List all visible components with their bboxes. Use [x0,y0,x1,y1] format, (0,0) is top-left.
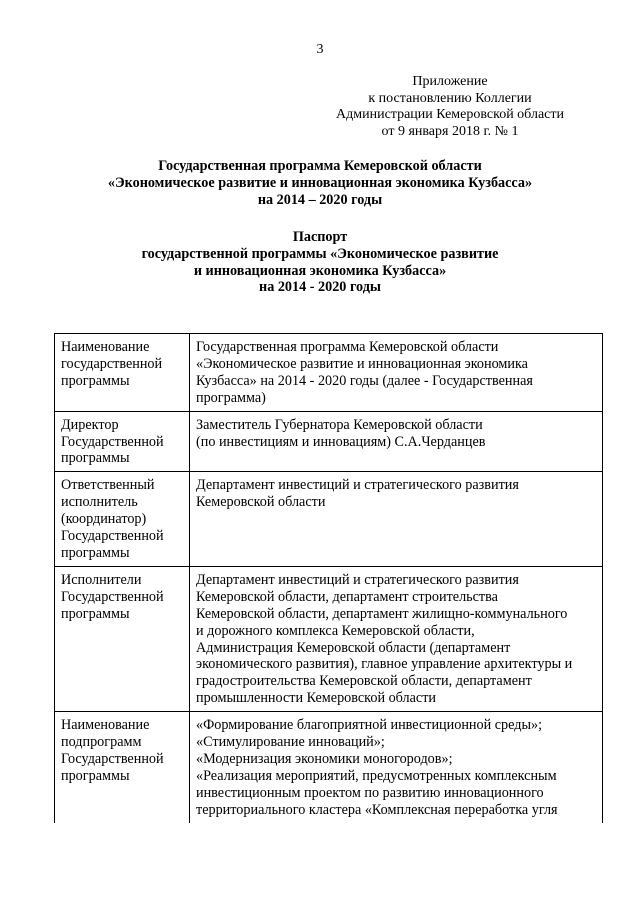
passport-table [54,333,603,823]
label-line: программы [61,767,130,784]
value-line: территориального кластера «Комплексная переработка угля [196,801,558,818]
label-line: Директор [61,416,119,433]
title-line: на 2014 – 2020 годы [257,191,383,208]
label-line: (координатор) [61,511,147,528]
row-label [55,472,190,567]
appendix-header [318,74,582,140]
value-line: Администрация Кемеровской области (департамент [196,639,511,656]
value-line: программа) [196,389,266,406]
value-line: Департамент инвестиций и стратегического развития [196,571,519,588]
label-line: Государственной [61,750,164,767]
value-line: Кузбасса» на 2014 - 2020 годы (далее - Государственная [196,372,533,389]
label-line: программы [61,450,130,467]
appendix-line: к постановлению Коллегии [368,90,532,106]
row-value [190,566,603,711]
passport-line: государственной программы «Экономическое развитие [141,245,499,262]
row-label [55,411,190,472]
value-line: градостроительства Кемеровской области, департамент [196,673,532,690]
value-line: «Формирование благоприятной инвестиционной среды»; [196,717,543,734]
label-line: программы [61,544,130,561]
value-line: Кемеровской области, департамент строительства [196,588,498,605]
value-line: Заместитель Губернатора Кемеровской области [196,416,483,433]
title-line: «Экономическое развитие и инновационная экономика Кузбасса» [107,174,533,191]
value-line: «Экономическое развитие и инновационная экономика [196,355,528,372]
appendix-line: от 9 января 2018 г. № 1 [381,123,519,139]
table-row [55,411,603,472]
row-value [190,712,603,823]
value-line: «Реализация мероприятий, предусмотренных комплексным [196,767,557,784]
passport-heading [60,229,580,296]
row-value [190,472,603,567]
label-line: подпрограмм [61,734,142,751]
value-line: Государственная программа Кемеровской области [196,339,499,355]
page-number: 3 [316,42,324,57]
row-label [55,334,190,412]
label-line: Наименование [61,717,150,734]
label-line: Наименование [61,339,150,355]
table-row [55,334,603,412]
row-label [55,712,190,823]
label-line: исполнитель [61,494,138,511]
appendix-line: Администрации Кемеровской области [336,107,564,122]
label-line: Ответственный [61,477,155,494]
row-value [190,334,603,412]
row-label [55,566,190,711]
value-line: Кемеровской области, департамент жилищно-коммунального [196,605,568,622]
program-title [60,158,580,208]
value-line: инвестиционным проектом по развитию инновационного [196,784,544,801]
passport-line: и инновационная экономика Кузбасса» [193,262,447,279]
label-line: программы [61,605,130,622]
label-line: Государственной [61,433,164,450]
table-row [55,712,603,823]
value-line: промышленности Кемеровской области [196,690,437,707]
label-line: Исполнители [61,571,142,588]
value-line: Департамент инвестиций и стратегического развития [196,477,519,494]
passport-line: на 2014 - 2020 годы [259,279,381,296]
table-row [55,472,603,567]
value-line: «Модернизация экономики моногородов»; [196,750,453,767]
value-line: «Стимулирование инноваций»; [196,734,385,751]
passport-line: Паспорт [292,229,348,245]
row-value [190,411,603,472]
label-line: Государственной [61,528,164,545]
label-line: государственной [61,355,163,372]
value-line: и дорожного комплекса Кемеровской области, [196,622,475,639]
label-line: Государственной [61,588,164,605]
value-line: Кемеровской области [196,494,326,511]
appendix-line: Приложение [412,74,488,89]
table-row [55,566,603,711]
title-line: Государственная программа Кемеровской области [158,158,482,174]
label-line: программы [61,372,130,389]
value-line: экономического развития), главное управление архитектуры и [196,656,573,673]
value-line: (по инвестициям и инновациям) С.А.Черданцев [196,433,486,450]
